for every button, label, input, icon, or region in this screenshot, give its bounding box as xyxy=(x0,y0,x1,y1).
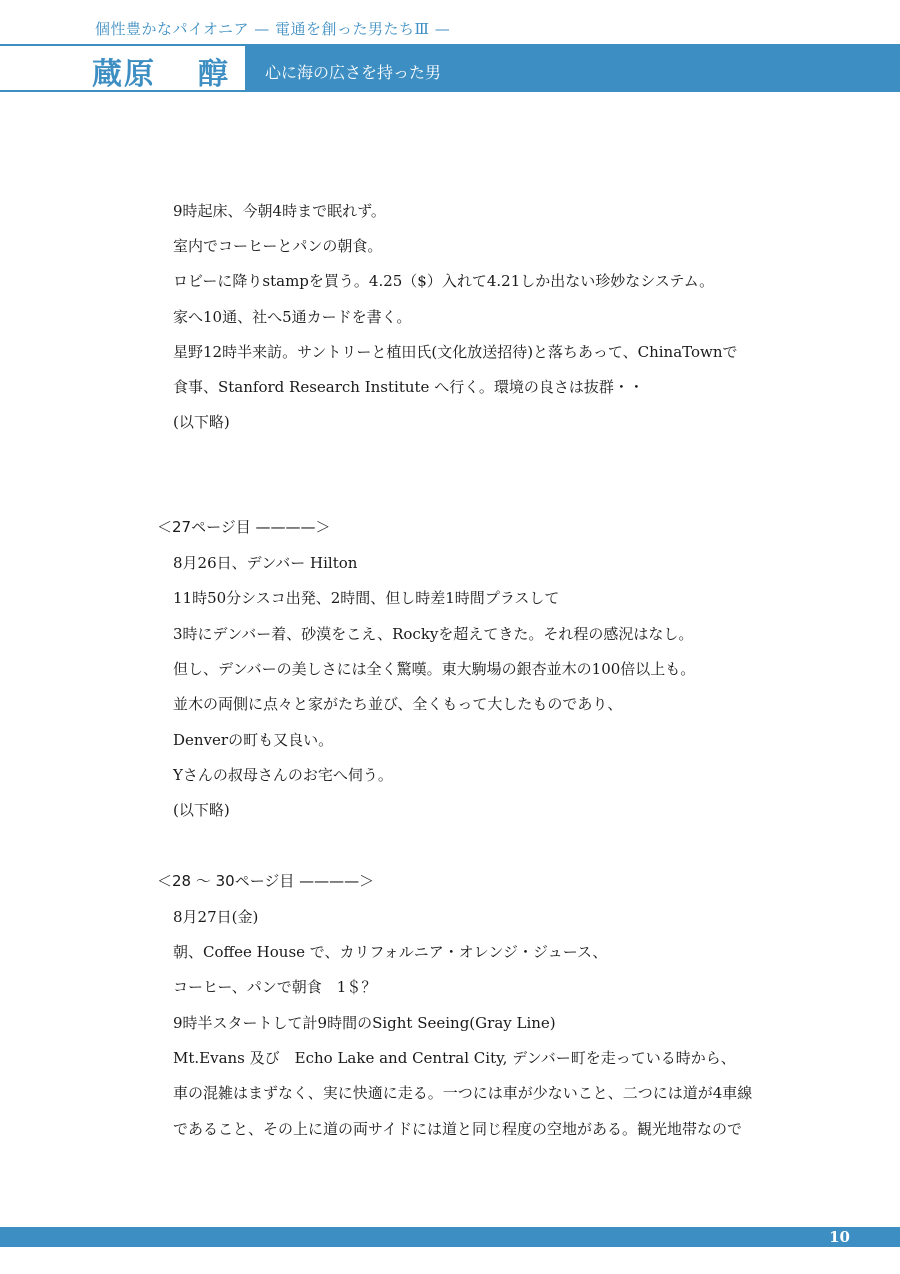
text-line: 並木の両側に点々と家がたち並び、全くもって大したものであり、 xyxy=(173,695,623,713)
text-line: 11時50分シスコ出発、2時間、但し時差1時間プラスして xyxy=(173,589,560,607)
text-line: 車の混雑はまずなく、実に快適に走る。一つには車が少ないこと、二つには道が4車線 xyxy=(173,1084,753,1102)
series-title: 個性豊かなパイオニア — 電通を創った男たちⅢ — xyxy=(95,20,451,38)
text-line: Yさんの叔母さんのお宅へ伺う。 xyxy=(173,766,393,784)
section-heading: ＜27ページ目 ————＞ xyxy=(157,518,331,536)
text-line: Mt.Evans 及び Echo Lake and Central City, デンバー町を走っている時から、 xyxy=(173,1049,736,1067)
name-family: 蔵原 xyxy=(92,57,156,92)
section-heading: ＜28 ～ 30ページ目 ————＞ xyxy=(157,872,375,890)
footer-bar xyxy=(0,1227,900,1247)
text-line: (以下略) xyxy=(173,413,230,431)
article-subtitle: 心に海の広さを持った男 xyxy=(265,63,442,82)
text-line: 星野12時半来訪。サントリーと植田氏(文化放送招待)と落ちあって、ChinaTownで xyxy=(173,343,738,361)
person-name xyxy=(92,49,230,93)
text-line: 3時にデンバー着、砂漠をこえ、Rockyを超えてきた。それ程の感況はなし。 xyxy=(173,625,694,643)
text-line: 但し、デンバーの美しさには全く驚嘆。東大駒場の銀杏並木の100倍以上も。 xyxy=(173,660,696,678)
text-line: Denverの町も又良い。 xyxy=(173,731,334,749)
text-line: 9時起床、今朝4時まで眠れず。 xyxy=(173,202,386,220)
text-line: コーヒー、パンで朝食 1＄？ xyxy=(173,978,377,996)
page-number: 10 xyxy=(829,1228,850,1246)
text-line: (以下略) xyxy=(173,801,230,819)
text-line: 家へ10通、社へ5通カードを書く。 xyxy=(173,308,412,326)
text-line: 8月27日(金) xyxy=(173,908,259,926)
text-line: 朝、Coffee House で、カリフォルニア・オレンジ・ジュース、 xyxy=(173,943,608,961)
text-line: 食事、Stanford Research Institute へ行く。環境の良さは抜群・・ xyxy=(173,378,644,396)
text-line: 室内でコーヒーとパンの朝食。 xyxy=(173,237,383,255)
text-line: ロビーに降りstampを買う。4.25（$）入れて4.21しか出ない珍妙なシステム。 xyxy=(173,272,715,290)
text-line: であること、その上に道の両サイドには道と同じ程度の空地がある。観光地帯なので xyxy=(173,1120,742,1138)
text-line: 9時半スタートして計9時間のSight Seeing(Gray Line) xyxy=(173,1014,556,1032)
text-line: 8月26日、デンバー Hilton xyxy=(173,554,358,572)
name-given: 醇 xyxy=(198,57,230,92)
